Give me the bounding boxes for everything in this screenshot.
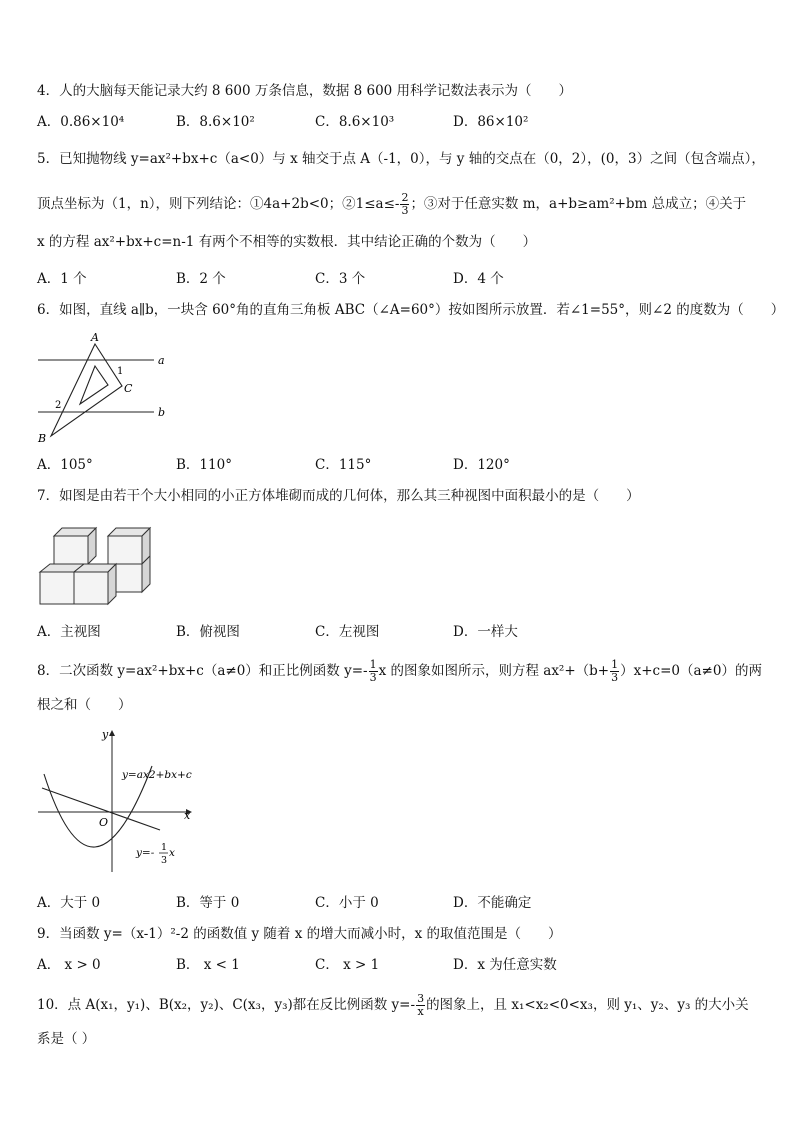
q7-option-a: A．主视图	[37, 624, 101, 640]
q6-option-b: B．110°	[176, 457, 232, 473]
q7-option-b: B．俯视图	[176, 624, 240, 640]
q8-fraction-1: $\frac{1}{3}$	[369, 658, 377, 684]
triangle-outer	[51, 344, 122, 436]
q8-option-b: B．等于 0	[176, 895, 240, 911]
q5-line3: x 的方程 ax²+bx+c=n-1 有两个不相等的实数根．其中结论正确的个数为（ ）	[37, 234, 537, 250]
q7-figure	[36, 520, 160, 610]
q8-line1-b: x 的图象如图所示，则方程 ax²+（b+	[378, 663, 610, 679]
cube-face	[74, 572, 108, 604]
label-a: a	[158, 354, 165, 367]
y-axis-label: y	[102, 728, 109, 741]
q4-stem: 4．人的大脑每天能记录大约 8 600 万条信息，数据 8 600 用科学记数法表示为（ ）	[37, 83, 573, 99]
line-label-prefix: y=-	[136, 847, 155, 859]
q5-line1: 5．已知抛物线 y=ax²+bx+c（a<0）与 x 轴交于点 A（-1，0），与 y 轴的交点在（0，2），(0，3）之间（包含端点），	[37, 151, 765, 167]
q10-fraction: $\frac{3}{x}$	[417, 992, 425, 1018]
label-b: b	[158, 406, 166, 419]
q4-option-b: B．8.6×10²	[176, 114, 255, 130]
q10-line1-a: 10．点 A(x₁，y₁)、B(x₂，y₂)、C(x₃，y₃)都在反比例函数 y=-	[37, 997, 416, 1013]
q8-option-c: C．小于 0	[315, 895, 379, 911]
q9-option-b: B． x < 1	[176, 957, 240, 973]
q6-stem: 6．如图，直线 a∥b，一块含 60°角的直角三角板 ABC（∠A=60°）按如图所示放置．若∠1=55°，则∠2 的度数为（ ）	[37, 302, 785, 318]
q4-option-c: C．8.6×10³	[315, 114, 395, 130]
q8-option-d: D．不能确定	[453, 895, 532, 911]
q7-option-c: C．左视图	[315, 624, 380, 640]
label-angle-2: 2	[55, 400, 62, 411]
q5-fraction: $\frac{2}{3}$	[401, 191, 409, 217]
q10-line1-b: 的图象上，且 x₁<x₂<0<x₃，则 y₁、y₂、y₃ 的大小关	[426, 997, 749, 1013]
line-label-numerator: 1	[161, 842, 168, 853]
q5-option-b: B．2 个	[176, 271, 226, 287]
label-B: B	[38, 432, 47, 445]
q6-option-c: C．115°	[315, 457, 372, 473]
label-C: C	[124, 382, 133, 395]
q8-line1	[37, 659, 762, 684]
q9-stem: 9．当函数 y=（x-1）²-2 的函数值 y 随着 x 的增大而减小时，x 的取值范围是（ ）	[37, 926, 562, 942]
label-angle-1: 1	[117, 366, 124, 377]
y-axis-arrow	[109, 730, 115, 736]
cube-face	[40, 572, 74, 604]
q5-line2-a: 顶点坐标为（1，n），则下列结论：①4a+2b<0；②1≤a≤-	[37, 196, 400, 212]
parabola-label: y=ax2+bx+c	[122, 769, 192, 781]
q9-option-c: C． x > 1	[315, 957, 380, 973]
q6-option-a: A．105°	[37, 457, 93, 473]
line-label-denominator: 3	[161, 855, 168, 866]
q10-line1	[37, 993, 749, 1018]
q5-option-a: A．1 个	[37, 271, 87, 287]
q5-option-c: C．3 个	[315, 271, 366, 287]
q5-line2	[37, 192, 746, 217]
q9-option-d: D．x 为任意实数	[453, 957, 557, 973]
line-label-suffix: x	[169, 847, 175, 859]
q4-option-d: D．86×10²	[453, 114, 529, 130]
q6-option-d: D．120°	[453, 457, 510, 473]
q8-line1-c: ）x+c=0（a≠0）的两	[620, 663, 762, 679]
q7-option-d: D．一样大	[453, 624, 518, 640]
cube-face	[54, 536, 88, 564]
q8-fraction-2: $\frac{1}{3}$	[611, 658, 619, 684]
cube-face	[108, 536, 142, 564]
q4-option-a: A．0.86×10⁴	[37, 114, 125, 130]
origin-label: O	[99, 816, 109, 829]
q8-figure	[34, 726, 204, 876]
q7-stem: 7．如图是由若干个大小相同的小正方体堆砌而成的几何体，那么其三种视图中面积最小的是（ ）	[37, 488, 640, 504]
q10-line2: 系是（ ）	[37, 1031, 96, 1047]
cube-stack	[40, 528, 150, 604]
q8-line1-a: 8．二次函数 y=ax²+bx+c（a≠0）和正比例函数 y=-	[37, 663, 368, 679]
x-axis-label: x	[184, 809, 191, 822]
label-A: A	[91, 331, 99, 344]
q8-option-a: A．大于 0	[37, 895, 101, 911]
q5-option-d: D．4 个	[453, 271, 504, 287]
q9-option-a: A． x > 0	[37, 957, 101, 973]
q6-figure	[34, 330, 174, 448]
q5-line2-b: ；③对于任意实数 m，a+b≥am²+bm 总成立；④关于	[410, 196, 747, 212]
q8-line2: 根之和（ ）	[37, 697, 132, 713]
